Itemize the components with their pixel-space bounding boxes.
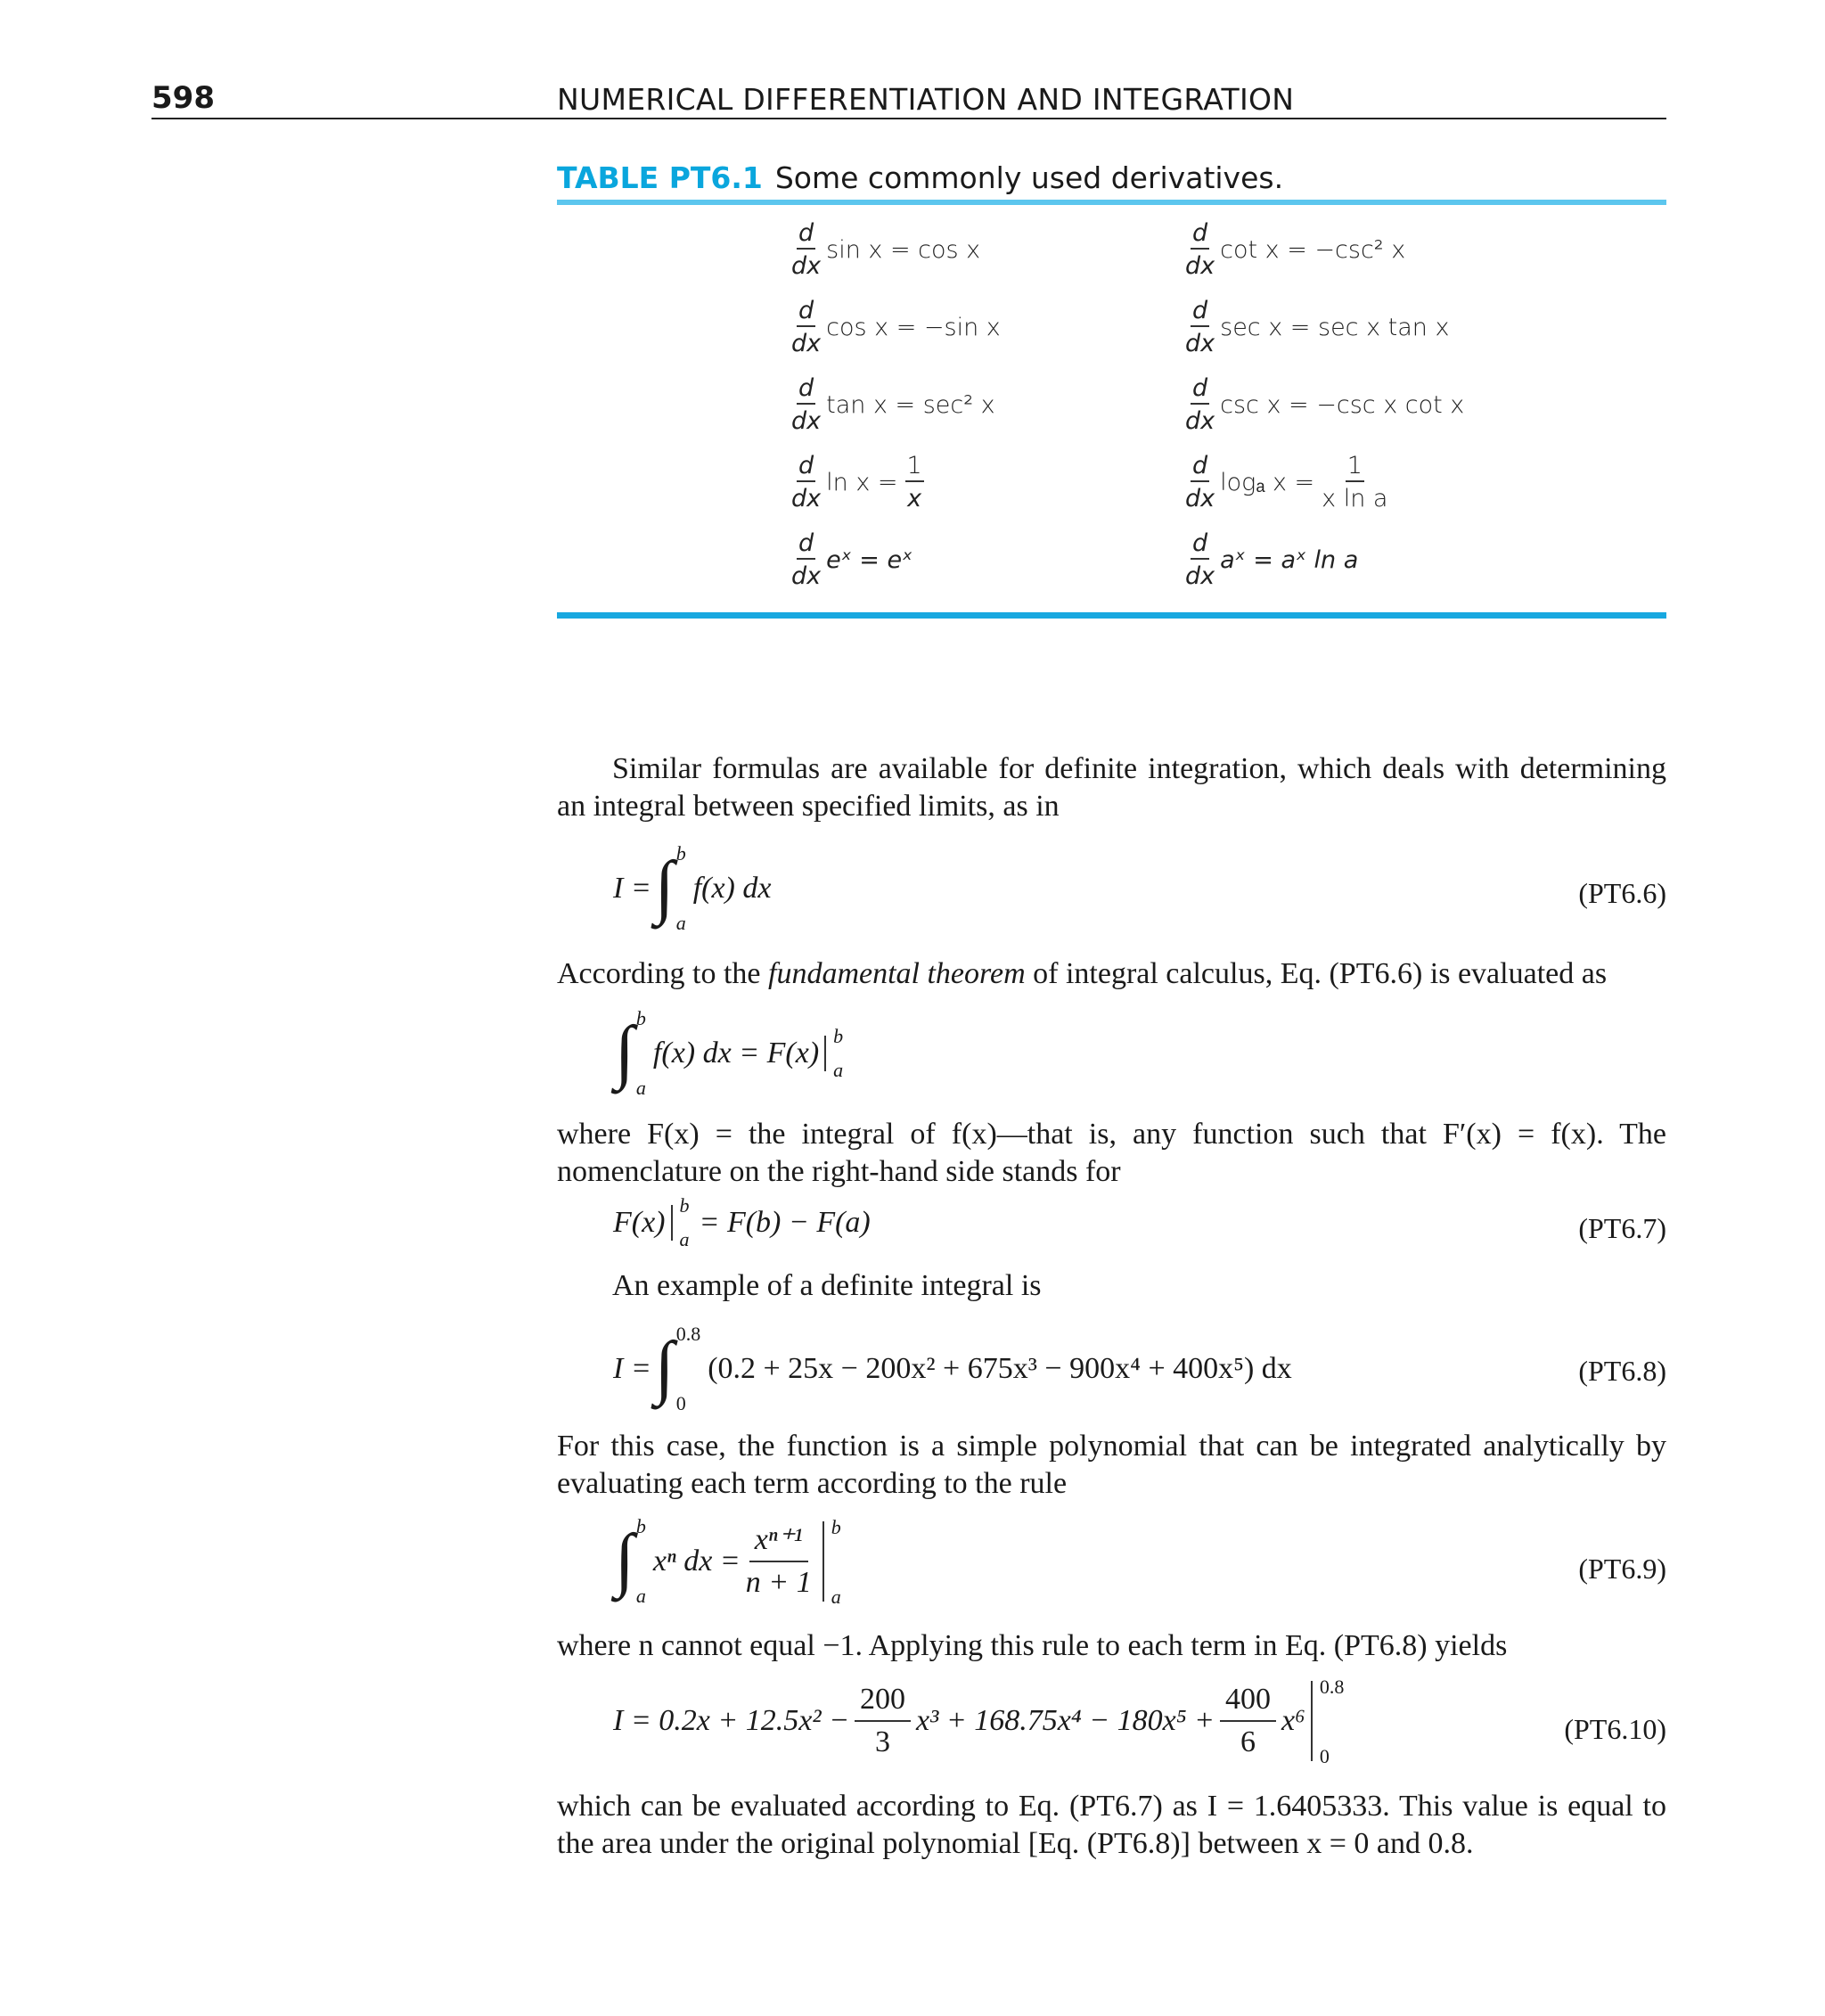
paragraph-result: which can be evaluated according to Eq. (PT6.7) as I = 1.6405333. This value is equal to the area under the original polynomial [Eq. (PT6.8)] between x = 0 and 0.8. bbox=[557, 1790, 1666, 1860]
derivative-expr: tan x = sec² x bbox=[826, 390, 995, 419]
equation-lhs: I = bbox=[613, 872, 651, 905]
table-caption-text: Some commonly used derivatives. bbox=[774, 160, 1284, 195]
derivative-expr: aˣ = aˣ ln a bbox=[1220, 545, 1359, 574]
upper-limit: b bbox=[675, 842, 686, 865]
equation-pt6-10 bbox=[613, 1676, 1345, 1767]
evaluation-bar: b a bbox=[822, 1521, 824, 1602]
equation-fundamental-theorem bbox=[611, 1007, 844, 1100]
running-head: NUMERICAL DIFFERENTIATION AND INTEGRATION bbox=[557, 82, 1295, 117]
table-label: TABLE PT6.1 bbox=[557, 160, 763, 195]
table-top-rule bbox=[557, 200, 1666, 205]
emphasis-fundamental-theorem: fundamental theorem bbox=[768, 957, 1026, 990]
equation-lhs: F(x) bbox=[613, 1206, 666, 1239]
equation-pt6-6 bbox=[613, 842, 771, 935]
derivative-sin: $\frac{d}{dx}$ sin x = cos x bbox=[791, 219, 981, 280]
equation-pt6-9 bbox=[611, 1515, 841, 1608]
integral-sign: ∫ bbox=[654, 1328, 675, 1406]
derivative-expr: ln x = bbox=[826, 468, 898, 496]
derivative-ln: $\frac{d}{dx}$ ln x = $\frac{1}{x}$ bbox=[791, 452, 922, 512]
derivative-ax: $\frac{d}{dx}$ aˣ = aˣ ln a bbox=[1185, 529, 1359, 590]
fraction-400-6: $\frac{400}{6}$ bbox=[1220, 1684, 1276, 1758]
paragraph-polynomial: For this case, the function is a simple polynomial that can be integrated analytically by evaluating each term according to the rule bbox=[557, 1430, 1666, 1500]
equation-number: (PT6.6) bbox=[1578, 877, 1666, 909]
equation-number: (PT6.8) bbox=[1578, 1355, 1666, 1387]
integral-sign: ∫ bbox=[654, 848, 675, 926]
paragraph-example: An example of a definite integral is bbox=[612, 1269, 1042, 1302]
equation-part: I = 0.2x + 12.5x² − bbox=[613, 1704, 850, 1737]
derivative-expr: sin x = cos x bbox=[826, 235, 981, 264]
derivative-expr: csc x = −csc x cot x bbox=[1220, 390, 1465, 419]
fraction-200-3: $\frac{200}{3}$ bbox=[855, 1684, 911, 1758]
upper-limit: 0.8 bbox=[675, 1323, 701, 1345]
evaluation-bar: b a bbox=[671, 1205, 673, 1241]
equation-pt6-8 bbox=[613, 1323, 1292, 1415]
derivative-cos: $\frac{d}{dx}$ cos x = −sin x bbox=[791, 297, 1001, 357]
equation-number: (PT6.7) bbox=[1578, 1212, 1666, 1244]
power-rule-fraction: $\frac{\text{xⁿ⁺¹}}{n + 1}$ bbox=[745, 1523, 812, 1599]
integral-sign: ∫ bbox=[615, 1012, 634, 1091]
derivative-cot: $\frac{d}{dx}$ cot x = −csc² x bbox=[1185, 219, 1406, 280]
integrand: f(x) dx = F(x) bbox=[652, 1037, 820, 1069]
header-rule bbox=[151, 118, 1666, 119]
integrand: xⁿ dx = bbox=[652, 1545, 741, 1578]
derivative-expr: logₐ x = bbox=[1220, 468, 1315, 496]
derivative-expr: sec x = sec x tan x bbox=[1220, 313, 1450, 341]
derivative-expr: eˣ = eˣ bbox=[826, 545, 913, 574]
evaluation-bar: b a bbox=[824, 1036, 826, 1071]
equation-part: x⁶ bbox=[1281, 1704, 1305, 1737]
equation-pt6-7 bbox=[613, 1194, 871, 1250]
integrand: f(x) dx bbox=[692, 872, 772, 905]
evaluation-bar: 0.8 0 bbox=[1311, 1681, 1313, 1761]
derivative-expr: cot x = −csc² x bbox=[1220, 235, 1406, 264]
derivative-sec: $\frac{d}{dx}$ sec x = sec x tan x bbox=[1185, 297, 1450, 357]
paragraph-power-rule: where n cannot equal −1. Applying this rule to each term in Eq. (PT6.8) yields bbox=[557, 1629, 1508, 1662]
lower-limit: 0 bbox=[675, 1392, 686, 1414]
derivative-exp: $\frac{d}{dx}$ eˣ = eˣ bbox=[791, 529, 913, 590]
equation-lhs: I = bbox=[613, 1352, 651, 1385]
derivative-csc: $\frac{d}{dx}$ csc x = −csc x cot x bbox=[1185, 374, 1465, 435]
equation-part: x³ + 168.75x⁴ − 180x⁵ + bbox=[916, 1704, 1215, 1737]
page-number: 598 bbox=[151, 80, 215, 116]
derivative-log: $\frac{d}{dx}$ logₐ x = $\frac{1}{\text{x ln a}}$ bbox=[1185, 452, 1388, 512]
paragraph-fundamental-theorem: According to the fundamental theorem of integral calculus, Eq. (PT6.6) is evaluated as bbox=[557, 957, 1608, 990]
table-caption bbox=[557, 160, 1283, 195]
derivative-tan: $\frac{d}{dx}$ tan x = sec² x bbox=[791, 374, 995, 435]
upper-limit: b bbox=[635, 1007, 646, 1029]
paragraph-where-F: where F(x) = the integral of f(x)—that is, any function such that F′(x) = f(x). The nomenclature on the right-hand side stands for bbox=[557, 1118, 1666, 1188]
lower-limit: a bbox=[675, 912, 686, 934]
equation-number: (PT6.9) bbox=[1578, 1553, 1666, 1585]
paragraph-definite-integration: Similar formulas are available for definite integration, which deals with determining an integral between specified limits, as in bbox=[557, 752, 1666, 823]
integrand: (0.2 + 25x − 200x² + 675x³ − 900x⁴ + 400x⁵) dx bbox=[708, 1352, 1292, 1385]
lower-limit: a bbox=[635, 1077, 646, 1099]
equation-rhs: = F(b) − F(a) bbox=[699, 1206, 871, 1239]
equation-number: (PT6.10) bbox=[1564, 1713, 1666, 1745]
upper-limit: b bbox=[635, 1515, 646, 1537]
derivative-expr: cos x = −sin x bbox=[826, 313, 1001, 341]
lower-limit: a bbox=[635, 1585, 646, 1607]
integral-sign: ∫ bbox=[615, 1520, 634, 1599]
table-bottom-rule bbox=[557, 612, 1666, 619]
